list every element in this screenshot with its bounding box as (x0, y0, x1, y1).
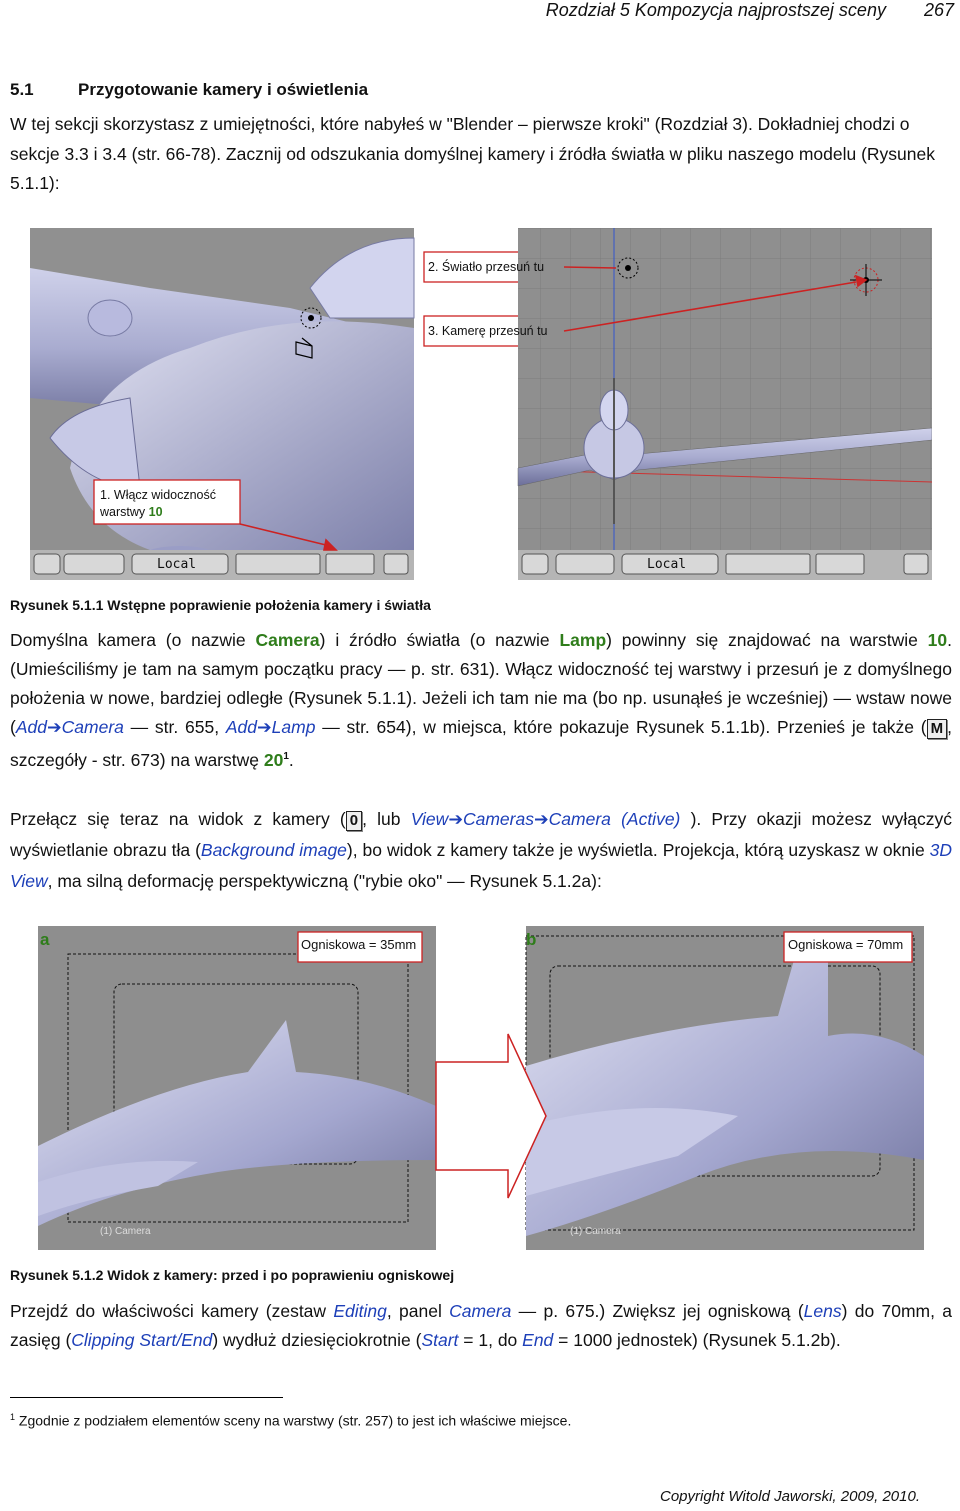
copyright: Copyright Witold Jaworski, 2009, 2010. (660, 1488, 920, 1505)
figure-2-caption: Rysunek 5.1.2 Widok z kamery: przed i po poprawieniu ogniskowej (10, 1267, 455, 1283)
p4-start: Start (421, 1330, 459, 1350)
section-title: Przygotowanie kamery i oświetlenia (78, 80, 369, 99)
p3-text-3: ). Przy okazji możesz wyłączyć wyświetlanie obrazu tła ( (10, 809, 952, 860)
p4-clipping: Clipping Start/End (71, 1330, 213, 1350)
intro-paragraph: W tej sekcji skorzystasz z umiejętności, które nabyłeś w "Blender – pierwsze kroki" (Rozdział 3). Dokładniej chodzi o sekcje 3.3 i 3.4 (str. 66-78). Zacznij od odszukania domyślnej kamery i źródła światła w pliku naszego modelu (Rysunek 5.1.1): (10, 114, 936, 193)
p4-text-6: = 1, do (458, 1330, 523, 1350)
p2-arrow-2: ➔ (256, 717, 272, 737)
p2-camera: Camera (255, 630, 320, 650)
paragraph-layers (10, 626, 952, 775)
page-number: 267 (923, 0, 954, 20)
callout-layer-prefix: warstwy (100, 505, 149, 519)
p4-text-2: , panel (386, 1301, 450, 1321)
p3-camera-active: Camera (Active) (548, 809, 681, 829)
camera-view-a (38, 926, 436, 1250)
p3-text-5: , ma silną deformację perspektywiczną ("rybie oko" — Rysunek 5.1.2a): (47, 871, 602, 891)
p3-arrow-2: ➔ (533, 809, 549, 829)
key-m: M (927, 719, 948, 739)
p2-text-6: — str. 654), w miejsca, które pokazuje Rysunek 5.1.1b). Przenieś je także ( (315, 717, 927, 737)
p2-text-7: , szczegóły - str. 673) na warstwę (10, 717, 952, 770)
footnote (10, 1412, 571, 1429)
p4-text-1: Przejdź do właściwości kamery (zestaw (10, 1301, 334, 1321)
footnote-rule (10, 1397, 283, 1398)
layer-buttons[interactable] (236, 554, 320, 574)
p2-add-1: Add (15, 717, 47, 737)
p2-add-2: Add (225, 717, 257, 737)
p3-background-image: Background image (200, 840, 347, 860)
p3-view-menu: View (410, 809, 449, 829)
paragraph-camera-view (10, 804, 952, 897)
pivot-button-right[interactable] (556, 554, 614, 574)
p2-layer-20: 20 (263, 749, 284, 770)
camera-view-b-label: (1) Camera (570, 1226, 621, 1237)
exhaust (88, 300, 132, 336)
p2-lamp: Lamp (559, 630, 607, 650)
footnote-number: 1 (10, 1412, 16, 1422)
p3-3d-view: 3D View (10, 840, 953, 891)
key-numpad-0: 0 (346, 811, 362, 831)
paragraph-camera-properties (10, 1297, 952, 1355)
render-button[interactable] (384, 554, 408, 574)
view-mode-button-right[interactable] (522, 554, 548, 574)
callout-light: 2. Światło przesuń tu (428, 260, 545, 274)
view-mode-button[interactable] (34, 554, 60, 574)
layer-buttons-2[interactable] (326, 554, 374, 574)
callout-layer-line2 (100, 504, 216, 521)
p2-layer-10: 10 (927, 630, 948, 650)
footnote-text: Zgodnie z podziałem elementów sceny na warstwy (str. 257) to jest ich właściwe miejsce. (15, 1412, 572, 1429)
p4-text-7: = 1000 jednostek) (Rysunek 5.1.2b). (553, 1330, 841, 1350)
callout-layer-number: 10 (148, 505, 163, 519)
p2-lamp-menu: Lamp (271, 717, 316, 737)
p3-cameras-menu: Cameras (462, 809, 534, 829)
orientation-local-right[interactable]: Local (647, 557, 687, 572)
section-heading (10, 80, 368, 100)
p2-text-8: . (288, 749, 294, 770)
pivot-button[interactable] (64, 554, 124, 574)
running-header (508, 0, 954, 21)
footnote-ref: 1 (283, 751, 289, 762)
figure-2-camera-views (38, 926, 924, 1250)
p4-lens: Lens (803, 1301, 842, 1321)
p2-text-4: . (Umieściliśmy je tam na samym początku pracy — p. str. 631). Włącz widoczność tej warstwy i przesuń je z domyślnego położenia w nowe, bardziej odległe (Rysunek 5.1.1). Jeżeli ich tam nie ma (bo np. usunąłeś je wcześniej) — wstaw nowe ( (10, 630, 953, 737)
render-button-right[interactable] (904, 554, 928, 574)
callout-layer (100, 487, 216, 521)
p2-camera-menu: Camera (61, 717, 124, 737)
focal-length-a: Ogniskowa = 35mm (301, 937, 417, 952)
figure-1-viewport (30, 228, 932, 580)
figure-2-label-b: b (526, 930, 537, 949)
p4-editing: Editing (333, 1301, 387, 1321)
p4-text-5: ) wydłuż dziesięciokrotnie ( (212, 1330, 422, 1350)
right-viewport (518, 228, 932, 580)
orientation-local-left[interactable]: Local (157, 557, 197, 572)
layer-buttons-2-right[interactable] (816, 554, 864, 574)
p2-text-1: Domyślna kamera (o nazwie (10, 630, 256, 650)
p3-text-2: , lub (362, 809, 411, 829)
p3-arrow-1: ➔ (448, 809, 463, 829)
p3-text-1: Przełącz się teraz na widok z kamery ( (10, 809, 346, 829)
chapter-title: Rozdział 5 Kompozycja najprostszej sceny (545, 0, 886, 20)
section-number: 5.1 (10, 80, 34, 99)
camera-view-b (526, 926, 924, 1250)
callout-camera: 3. Kamerę przesuń tu (428, 324, 548, 338)
p2-text-5: — str. 655, (123, 717, 226, 737)
p4-text-3: — p. 675.) Zwiększ jej ogniskową ( (511, 1301, 804, 1321)
p4-camera-panel: Camera (449, 1301, 512, 1321)
p3-text-4: ), bo widok z kamery także je wyświetla. Projekcja, którą uzyskasz w oknie (346, 840, 930, 860)
left-viewport (30, 228, 564, 580)
focal-length-b: Ogniskowa = 70mm (788, 937, 904, 952)
p4-end: End (522, 1330, 554, 1350)
figure-1-caption: Rysunek 5.1.1 Wstępne poprawienie położenia kamery i światła (10, 597, 431, 613)
camera-view-a-label: (1) Camera (100, 1226, 151, 1237)
callout-layer-line1: 1. Włącz widoczność (100, 488, 217, 502)
p2-arrow-1: ➔ (46, 717, 62, 737)
p2-text-3: ) powinny się znajdować na warstwie (606, 630, 928, 650)
figure-2-label-a: a (40, 930, 50, 949)
p4-text-4: ) do 70mm, a zasięg ( (10, 1301, 952, 1350)
p2-text-2: ) i źródło światła (o nazwie (319, 630, 560, 650)
layer-buttons-right[interactable] (726, 554, 810, 574)
